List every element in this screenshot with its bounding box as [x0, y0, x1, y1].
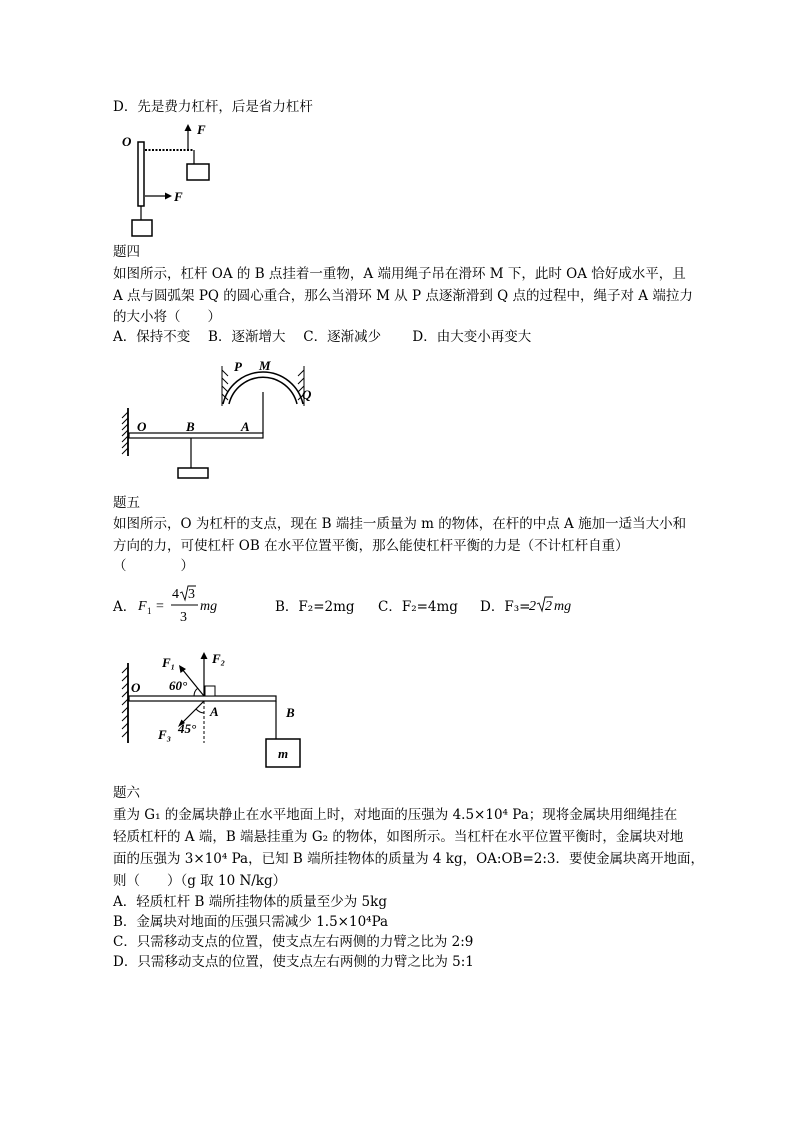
q6-option-a: A．轻质杠杆 B 端所挂物体的质量至少为 5kg [113, 894, 387, 910]
q5-option-a-label: A． [113, 599, 137, 615]
svg-text:1: 1 [147, 606, 152, 616]
label-Q: Q [302, 387, 312, 402]
q6-heading: 题六 [113, 785, 140, 801]
label-A: A [241, 419, 250, 434]
label-F2: F₂ [212, 651, 226, 666]
q3-option-d: D．先是费力杠杆，后是省力杠杆 [113, 99, 313, 115]
label-B: B [186, 419, 195, 434]
q5-option-a-formula [136, 583, 226, 627]
q5-option-b: B．F₂=2mg [275, 599, 355, 615]
q6-line2: 轻质杠杆的 A 端，B 端悬挂重为 G₂ 的物体，如图所示。当杠杆在水平位置平衡时，金属块对地 [113, 829, 684, 845]
q6-line3: 面的压强为 3×10⁴ Pa，已知 B 端所挂物体的质量为 4 kg，OA:OB=2:3．要使金属块离开地面， [113, 851, 704, 867]
svg-text:2: 2 [545, 599, 552, 614]
label-A: A [210, 704, 219, 719]
q5-heading: 题五 [113, 495, 140, 511]
label-F3: F₃ [158, 727, 172, 742]
q5-option-d-formula [528, 594, 574, 616]
svg-text:4: 4 [172, 587, 179, 602]
q5-line3: （ ） [113, 558, 194, 574]
label-B: B [286, 705, 295, 720]
svg-text:3: 3 [180, 610, 187, 625]
label-F-right: F [174, 189, 183, 204]
label-60deg: 60° [169, 678, 188, 693]
label-F-top: F [197, 122, 206, 137]
svg-text:mg: mg [200, 599, 218, 614]
label-O: O [131, 680, 141, 695]
svg-text:mg: mg [554, 599, 572, 614]
q5-line1: 如图所示，O 为杠杆的支点，现在 B 端挂一质量为 m 的物体，在杆的中点 A 施加一适当大小和 [113, 516, 687, 532]
svg-text:F: F [138, 599, 147, 614]
label-O: O [137, 419, 147, 434]
figure-4-lever-arc [118, 356, 318, 486]
q5-line2: 方向的力，可使杠杆 OB 在水平位置平衡，那么能使杠杆平衡的力是（不计杠杆自重） [113, 538, 629, 554]
q6-option-b: B．金属块对地面的压强只需减少 1.5×10⁴Pa [113, 914, 389, 930]
q5-option-d-label: D．F₃= [480, 599, 531, 615]
label-m: m [278, 746, 289, 761]
label-F1: F₁ [162, 655, 176, 670]
figure-5-lever-forces [118, 643, 318, 773]
q4-options: A．保持不变 B．逐渐增大 C．逐渐减少 D．由大变小再变大 [113, 329, 532, 345]
q4-line1: 如图所示，杠杆 OA 的 B 点挂着一重物，A 端用绳子吊在滑环 M 下，此时 OA 恰好成水平，且 [113, 266, 686, 282]
label-O: O [122, 134, 132, 149]
q4-line2: A 点与圆弧架 PQ 的圆心重合，那么当滑环 M 从 P 点逐渐滑到 Q 点的过程中，绳子对 A 端拉力 [113, 288, 693, 304]
q5-option-c: C．F₂=4mg [378, 599, 458, 615]
label-45deg: 45° [178, 721, 197, 736]
q6-line4: 则（ ）（g 取 10 N/kg） [113, 873, 287, 889]
figure-3-lever [112, 120, 232, 240]
label-P: P [234, 359, 242, 374]
q4-heading: 题四 [113, 244, 140, 260]
q6-option-c: C．只需移动支点的位置，使支点左右两侧的力臂之比为 2:9 [113, 934, 474, 950]
svg-text:=: = [156, 599, 164, 614]
q4-line3: 的大小将（ ） [113, 309, 221, 325]
label-M: M [259, 358, 271, 373]
q6-option-d: D．只需移动支点的位置，使支点左右两侧的力臂之比为 5:1 [113, 954, 474, 970]
svg-text:3: 3 [188, 587, 195, 602]
svg-text:2: 2 [529, 599, 536, 614]
q6-line1: 重为 G₁ 的金属块静止在水平地面上时，对地面的压强为 4.5×10⁴ Pa；现将金属块用细绳挂在 [113, 807, 678, 823]
